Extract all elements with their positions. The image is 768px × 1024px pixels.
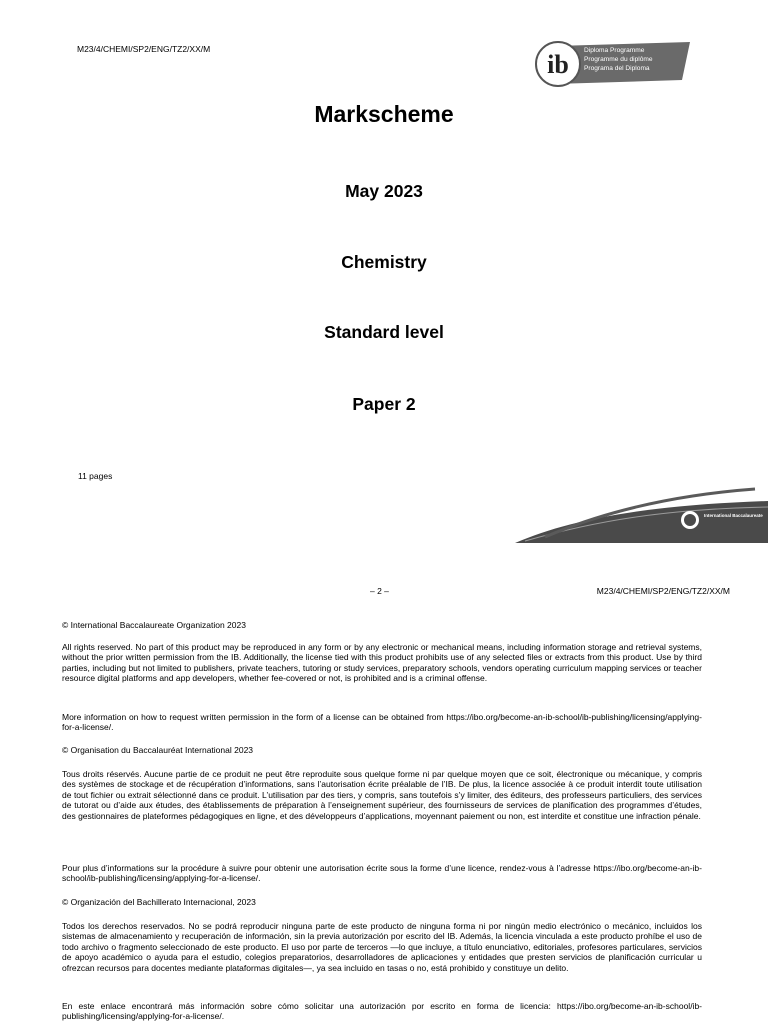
exam-subject: Chemistry: [341, 252, 427, 272]
copyright-es: © Organización del Bachillerato Internacional, 2023: [62, 897, 256, 907]
page-number: – 2 –: [370, 586, 389, 596]
exam-paper: Paper 2: [352, 394, 416, 414]
ib-logo: [534, 40, 690, 88]
exam-level: Standard level: [324, 322, 444, 342]
footer-logo-text: International Baccalaureate: [704, 513, 763, 518]
license-info-fr: Pour plus d’informations sur la procédure à suivre pour obtenir une autorisation écrite sous la forme d’une licence, rendez-vous à l’adresse https://ibo.org/become-an-ib-school/ib-publishing/licensing/applying-for-a-license/.: [62, 863, 702, 884]
license-info-es: En este enlace encontrará más información sobre cómo solicitar una autorización por escrito en forma de licencia: https://ibo.org/become-an-ib-school/ib-publishing/licensing/applying-for-a-license/.: [62, 1001, 702, 1022]
rights-fr: Tous droits réservés. Aucune partie de ce produit ne peut être reproduite sous quelque forme ni par quelque moyen que ce soit, électronique ou mécanique, y compris des systèmes de stockage et de récupération d’informations, sans l’autorisation écrite préalable de l’IB. De plus, la licence associée à ce produit interdit toute utilisation de tout fichier ou extrait sélectionné dans ce produit. L’utilisation par des tiers, y compris, sans toutefois s’y limiter, des éditeurs, des professeurs particuliers, des services de tutorat ou d’aide aux études, des établissements de préparation à l’enseignement supérieur, des fournisseurs de services de planification des programmes d’études, des gestionnaires de plateformes pédagogiques en ligne, et des développeurs d’applications, moyennant paiement ou non, est interdite et constitue une infraction pénale.: [62, 769, 702, 821]
document-code-2: M23/4/CHEMI/SP2/ENG/TZ2/XX/M: [596, 586, 730, 596]
logo-line-diploma: Diploma Programme: [584, 47, 645, 54]
rights-en: All rights reserved. No part of this product may be reproduced in any form or by any electronic or mechanical means, including information storage and retrieval systems, without the prior written permission from the IB. Additionally, the license tied with this product prohibits use of any selected files or extracts from this product. Use by third parties, including but not limited to publishers, private teachers, tutoring or study services, preparatory schools, vendors operating curriculum mapping services or teacher resource digital platforms and app developers, whether fee-covered or not, is prohibited and is a criminal offense.: [62, 642, 702, 684]
logo-line-diploma-es: Programa del Diploma: [584, 65, 650, 72]
page-title: Markscheme: [314, 101, 454, 127]
rights-es: Todos los derechos reservados. No se podrá reproducir ninguna parte de este producto de ninguna forma ni por ningún medio electrónico o mecánico, incluidos los sistemas de almacenamiento y recuperación de información, sin la previa autorización por escrito del IB. Además, la licencia vinculada a este producto prohíbe el uso de todo archivo o fragmento seleccionado de este producto. El uso por parte de terceros —lo que incluye, a título enunciativo, editoriales, profesores particulares, servicios de apoyo académico o ayuda para el estudio, colegios preparatorios, desarrolladores de aplicaciones y entidades que presten servicios de planificación curricular u ofrezcan recursos para docentes mediante plataformas digitales—, ya sea incluido en tasas o no, está prohibido y constituye un delito.: [62, 921, 702, 973]
logo-line-diplome: Programme du diplôme: [584, 56, 653, 63]
ib-logo-mark: ib: [547, 50, 569, 79]
license-info-en: More information on how to request written permission in the form of a license can be obtained from https://ibo.org/become-an-ib-school/ib-publishing/licensing/applying-for-a-license/.: [62, 712, 702, 733]
ib-footer-swoosh: [515, 487, 768, 543]
copyright-en: © International Baccalaureate Organization 2023: [62, 620, 246, 630]
page-count: 11 pages: [78, 471, 113, 481]
copyright-fr: © Organisation du Baccalauréat International 2023: [62, 745, 254, 755]
exam-session: May 2023: [345, 181, 423, 201]
document-code: M23/4/CHEMI/SP2/ENG/TZ2/XX/M: [77, 44, 211, 54]
